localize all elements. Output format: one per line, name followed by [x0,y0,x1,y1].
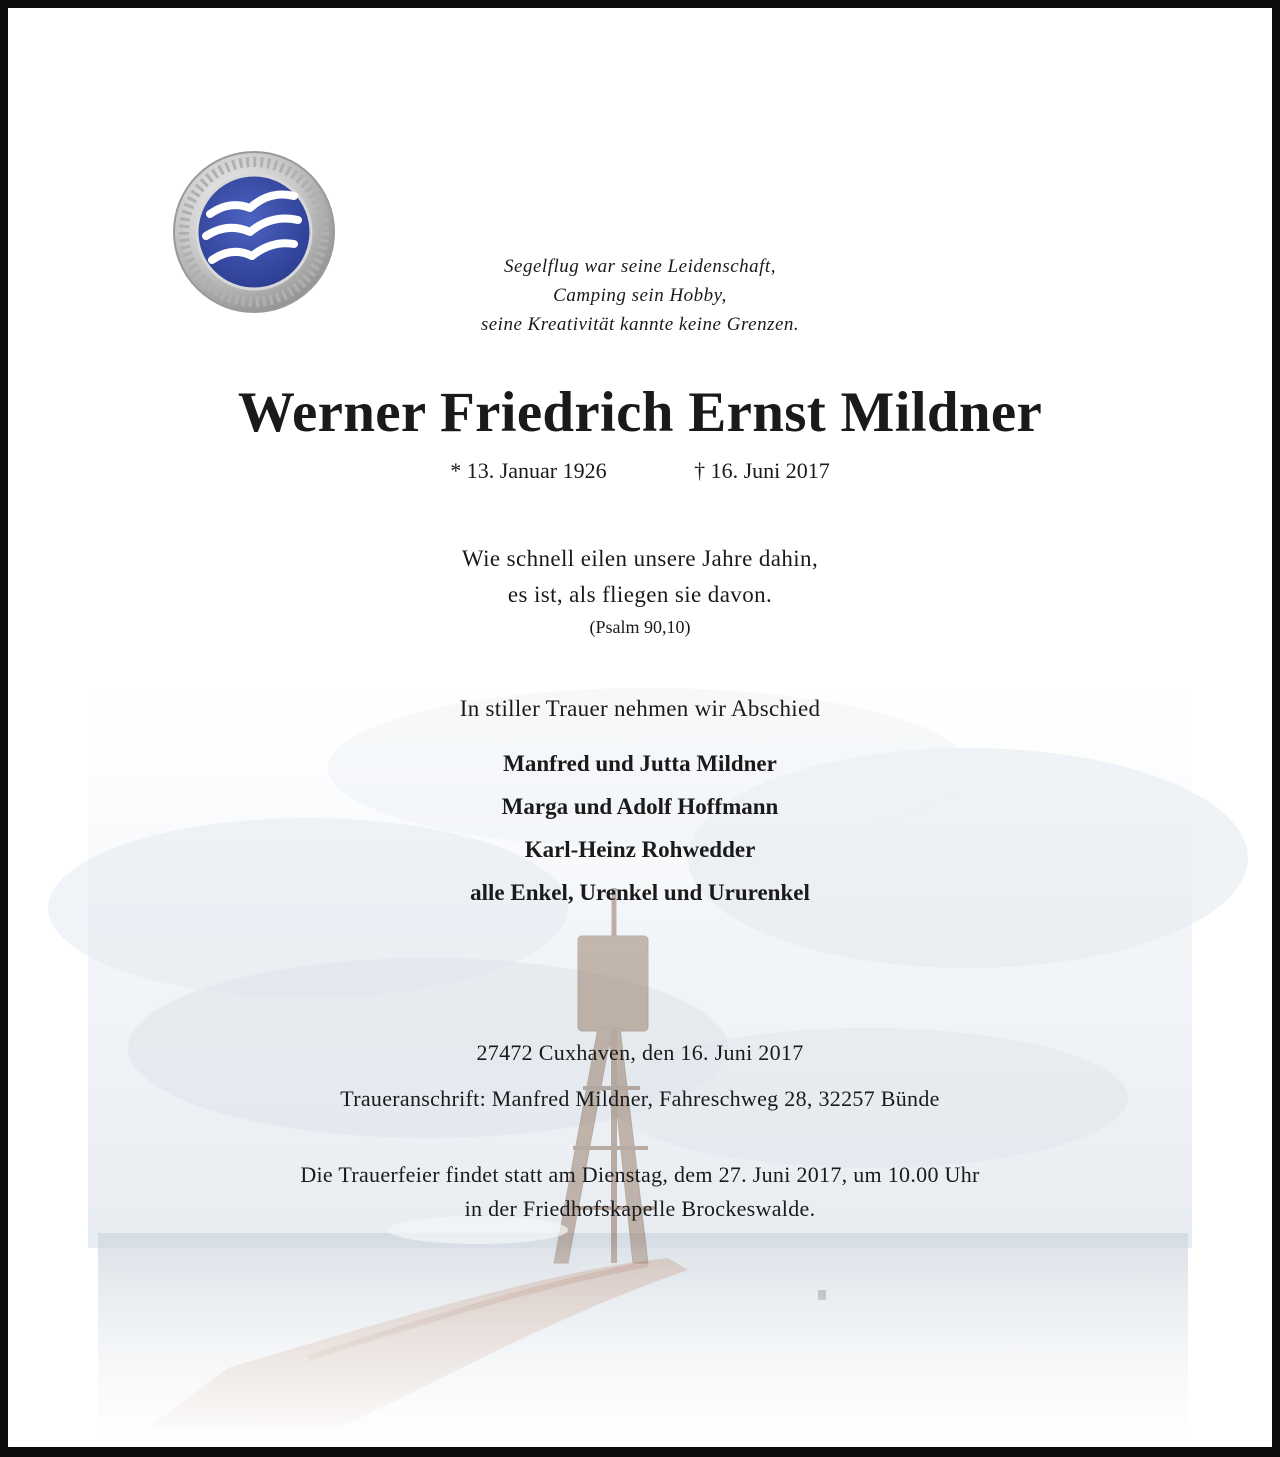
life-dates [8,458,1272,484]
mourner-name: alle Enkel, Urenkel und Ururenkel [470,880,810,905]
mourner-name: Marga und Adolf Hoffmann [501,794,779,819]
mourning-intro: In stiller Trauer nehmen wir Abschied [459,696,821,721]
psalm-quote [8,541,1272,613]
mourning-address: Traueranschrift: Manfred Mildner, Fahreschweg 28, 32257 Bünde [340,1086,940,1111]
deceased-name: Werner Friedrich Ernst Mildner [237,381,1043,444]
motto-line: seine Kreativität kannte keine Grenzen. [480,314,800,335]
ceremony-line: in der Friedhofskapelle Brockeswalde. [464,1196,816,1221]
motto [8,252,1272,339]
death-date: † 16. Juni 2017 [694,458,830,483]
psalm-reference: (Psalm 90,10) [589,617,691,637]
ceremony-line: Die Trauerfeier findet statt am Dienstag, dem 27. Juni 2017, um 10.00 Uhr [300,1162,980,1187]
mourner-name: Karl-Heinz Rohwedder [524,837,756,862]
motto-line: Segelflug war seine Leidenschaft, [504,256,776,277]
funeral-ceremony [8,1158,1272,1226]
birth-date: * 13. Januar 1926 [450,458,607,483]
place-date: 27472 Cuxhaven, den 16. Juni 2017 [476,1040,804,1065]
psalm-line: Wie schnell eilen unsere Jahre dahin, [461,546,819,571]
mourners-list [8,742,1272,914]
psalm-line: es ist, als fliegen sie davon. [507,582,773,607]
mourner-name: Manfred und Jutta Mildner [503,751,777,776]
motto-line: Camping sein Hobby, [553,285,727,306]
